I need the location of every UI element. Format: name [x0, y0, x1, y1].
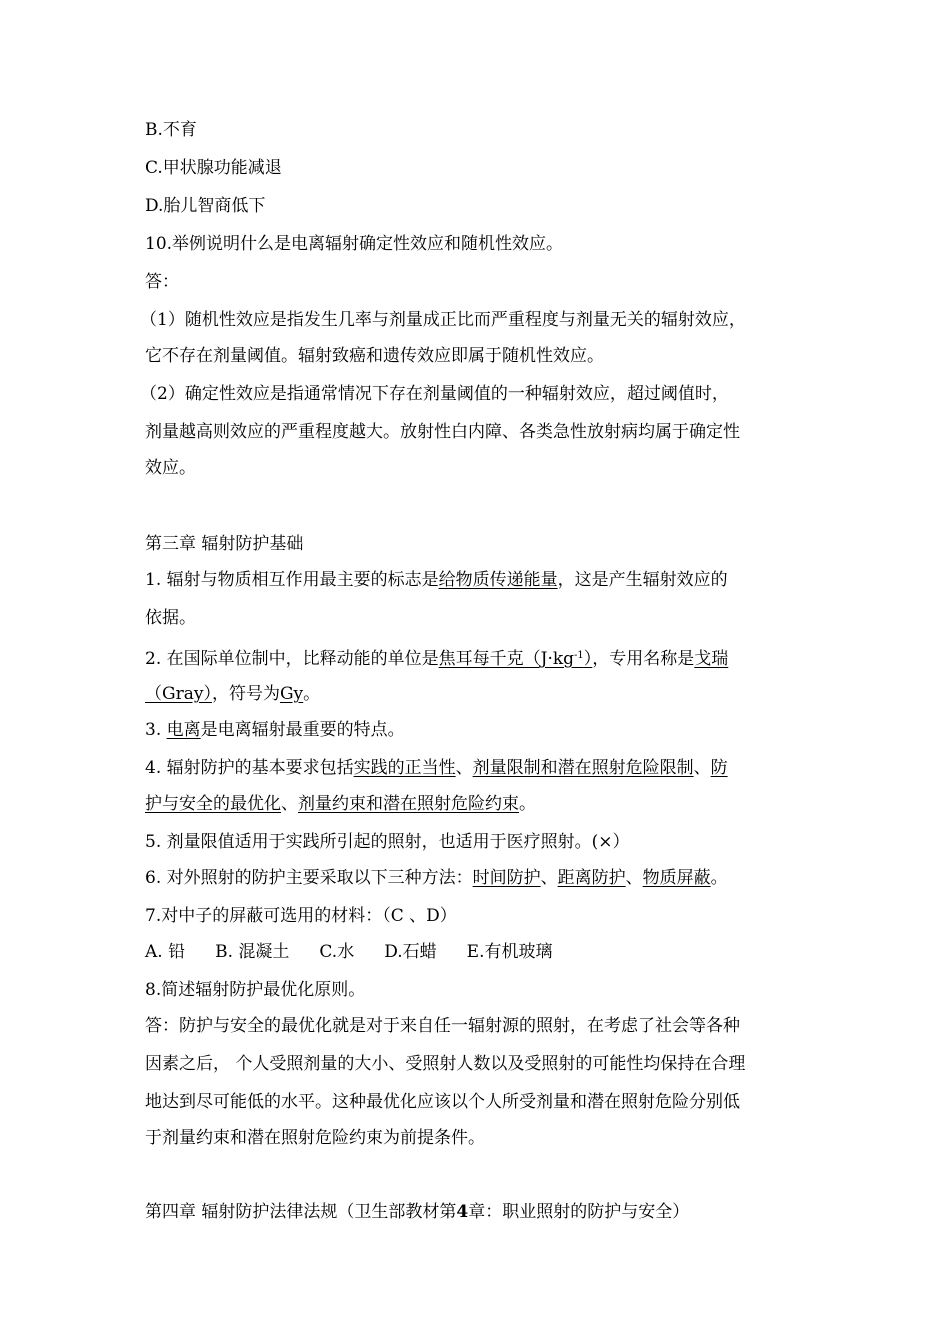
answer-blank: 戈瑞 [694, 649, 729, 669]
ch3-question-5: 5. 剂量限值适用于实践所引起的照射，也适用于医疗照射。(×） [145, 832, 630, 852]
ch3-question-7: 7.对中子的屏蔽可选用的材料：（C 、D） [145, 906, 457, 926]
answer-blank: 物质屏蔽 [642, 868, 711, 888]
answer-1-line-1: （1）随机性效应是指发生几率与剂量成正比而严重程度与剂量无关的辐射效应， [140, 310, 746, 330]
answer-2-line-3: 效应。 [145, 458, 196, 478]
option-b: B. 混凝土 [215, 942, 290, 962]
ch3-question-1: 1. 辐射与物质相互作用最主要的标志是给物质传递能量，这是产生辐射效应的 [145, 570, 728, 590]
answer-blank: （Gray） [145, 684, 212, 704]
answer-blank: 实践的正当性 [353, 758, 456, 778]
ch3-answer-8-line-3: 地达到尽可能低的水平。这种最优化应该以个人所受剂量和潜在照射危险分别低 [145, 1092, 740, 1112]
option-e: E.有机玻璃 [466, 942, 553, 962]
option-c: C.水 [319, 942, 355, 962]
ch3-question-4: 4. 辐射防护的基本要求包括实践的正当性、剂量限制和潜在照射危险限制、防 [145, 758, 728, 778]
ch3-question-3: 3. 电离是电离辐射最重要的特点。 [145, 720, 405, 740]
ch3-answer-8-line-1: 答：防护与安全的最优化就是对于来自任一辐射源的照射，在考虑了社会等各种 [145, 1016, 740, 1036]
answer-blank: 护与安全的最优化 [145, 794, 281, 814]
ch3-question-6: 6. 对外照射的防护主要采取以下三种方法：时间防护、距离防护、物质屏蔽。 [145, 868, 728, 888]
answer-blank: 防 [710, 758, 728, 778]
option-b: B.不育 [145, 120, 197, 140]
ch3-answer-8-line-2: 因素之后， 个人受照剂量的大小、受照射人数以及受照射的可能性均保持在合理 [145, 1054, 746, 1074]
answer-2-line-1: （2）确定性效应是指通常情况下存在剂量阈值的一种辐射效应，超过阈值时， [140, 384, 729, 404]
answer-blank: 剂量约束和潜在照射危险约束 [298, 794, 519, 814]
answer-blank: 电离 [166, 720, 201, 740]
ch3-question-2: 2. 在国际单位制中，比释动能的单位是焦耳每千克$(J\cdot kg^{-1})$，专用名称是戈瑞 [145, 649, 729, 669]
answer-blank: 距离防护 [557, 868, 626, 888]
ch3-answer-8-line-4: 于剂量约束和潜在照射危险约束为前提条件。 [145, 1128, 485, 1148]
ch3-question-1-line-2: 依据。 [145, 608, 196, 628]
ch3-question-2-line-2: （Gray），符号为Gy。 [145, 684, 321, 704]
answer-blank: 时间防护 [472, 868, 541, 888]
answer-blank: 给物质传递能量 [438, 570, 558, 590]
answer-blank: Gy [279, 684, 304, 704]
chapter-3-title: 第三章 辐射防护基础 [145, 534, 304, 554]
answer-2-line-2: 剂量越高则效应的严重程度越大。放射性白内障、各类急性放射病均属于确定性 [145, 422, 740, 442]
question-10: 10.举例说明什么是电离辐射确定性效应和随机性效应。 [145, 234, 564, 254]
ch3-question-8: 8.简述辐射防护最优化原则。 [145, 980, 366, 1000]
answer-label: 答： [145, 272, 179, 292]
ch3-question-7-options [145, 940, 552, 964]
option-d: D.石蜡 [384, 942, 437, 962]
option-a: A. 铅 [145, 942, 186, 962]
answer-blank: 焦耳每千克$(J\cdot kg^{-1})$ [438, 649, 593, 669]
answer-blank: 剂量限制和潜在照射危险限制 [472, 758, 694, 778]
option-d: D.胎儿智商低下 [145, 196, 266, 216]
answer-1-line-2: 它不存在剂量阈值。辐射致癌和遗传效应即属于随机性效应。 [145, 346, 604, 366]
ch3-question-4-line-2: 护与安全的最优化、剂量约束和潜在照射危险约束。 [145, 794, 536, 814]
option-c: C.甲状腺功能减退 [145, 158, 282, 178]
chapter-4-title: 第四章 辐射防护法律法规（卫生部教材第4章：职业照射的防护与安全） [145, 1202, 690, 1222]
